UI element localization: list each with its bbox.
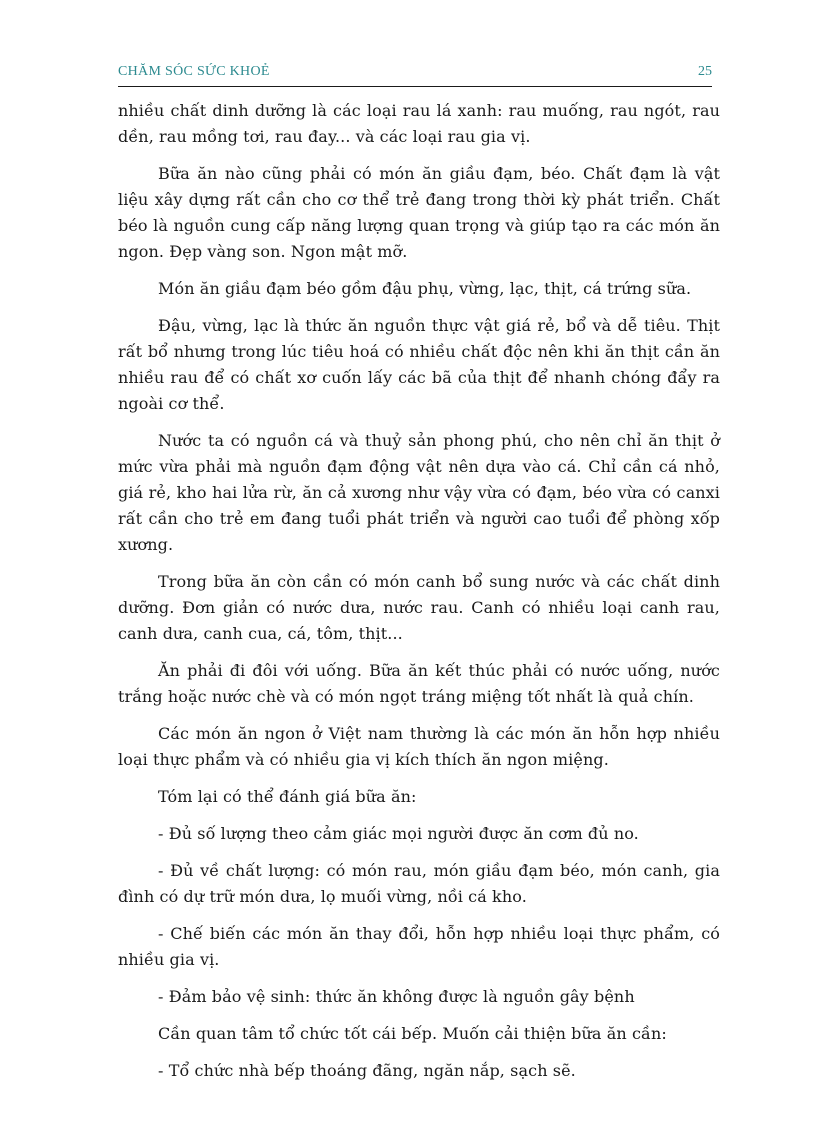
header-title: CHĂM SÓC SỨC KHOẺ — [118, 64, 270, 79]
list-item: - Đủ về chất lượng: có món rau, món giầu đạm béo, món canh, gia đình có dự trữ món dưa, lọ muối vừng, nồi cá kho. — [118, 861, 720, 906]
paragraph: Đậu, vừng, lạc là thức ăn nguồn thực vật giá rẻ, bổ và dễ tiêu. Thịt rất bổ nhưng trong lúc tiêu hoá có nhiều chất độc nên khi ăn thịt cần ăn nhiều rau để có chất xơ cuốn lấy các bã của thịt để nhanh chóng đẩy ra ngoài cơ thể. — [118, 316, 720, 413]
paragraph: Trong bữa ăn còn cần có món canh bổ sung nước và các chất dinh dưỡng. Đơn giản có nước dưa, nước rau. Canh có nhiều loại canh rau, canh dưa, canh cua, cá, tôm, thịt... — [118, 572, 720, 643]
list-item: - Chế biến các món ăn thay đổi, hỗn hợp nhiều loại thực phẩm, có nhiều gia vị. — [118, 924, 720, 969]
paragraph: nhiều chất dinh dưỡng là các loại rau lá xanh: rau muống, rau ngót, rau dền, rau mồng tơi, rau đay... và các loại rau gia vị. — [118, 101, 720, 146]
list-item: - Tổ chức nhà bếp thoáng đãng, ngăn nắp, sạch sẽ. — [158, 1061, 576, 1080]
paragraph: Cần quan tâm tổ chức tốt cái bếp. Muốn cải thiện bữa ăn cần: — [158, 1024, 667, 1043]
list-item: - Đủ số lượng theo cảm giác mọi người được ăn cơm đủ no. — [158, 824, 639, 843]
paragraph: Tóm lại có thể đánh giá bữa ăn: — [158, 787, 417, 806]
list-item: - Đảm bảo vệ sinh: thức ăn không được là nguồn gây bệnh — [158, 987, 635, 1006]
paragraph: Nước ta có nguồn cá và thuỷ sản phong phú, cho nên chỉ ăn thịt ở mức vừa phải mà nguồn đạm động vật nên dựa vào cá. Chỉ cần cá nhỏ, giá rẻ, kho hai lửa rừ, ăn cả xương như vậy vừa có đạm, béo vừa có canxi rất cần cho trẻ em đang tuổi phát triển và người cao tuổi để phòng xốp xương. — [118, 431, 720, 554]
paragraph: Bữa ăn nào cũng phải có món ăn giầu đạm, béo. Chất đạm là vật liệu xây dựng rất cần cho cơ thể trẻ đang trong thời kỳ phát triển. Chất béo là nguồn cung cấp năng lượng quan trọng và giúp tạo ra các món ăn ngon. Đẹp vàng son. Ngon mật mỡ. — [118, 164, 720, 261]
paragraph: Ăn phải đi đôi với uống. Bữa ăn kết thúc phải có nước uống, nước trắng hoặc nước chè và có món ngọt tráng miệng tốt nhất là quả chín. — [118, 661, 720, 706]
paragraph: Các món ăn ngon ở Việt nam thường là các món ăn hỗn hợp nhiều loại thực phẩm và có nhiều gia vị kích thích ăn ngon miệng. — [118, 724, 720, 769]
body-text — [118, 98, 720, 1095]
running-header — [118, 62, 712, 87]
paragraph: Món ăn giầu đạm béo gồm đậu phụ, vừng, lạc, thịt, cá trứng sữa. — [158, 279, 692, 298]
page-number: 25 — [698, 64, 712, 79]
